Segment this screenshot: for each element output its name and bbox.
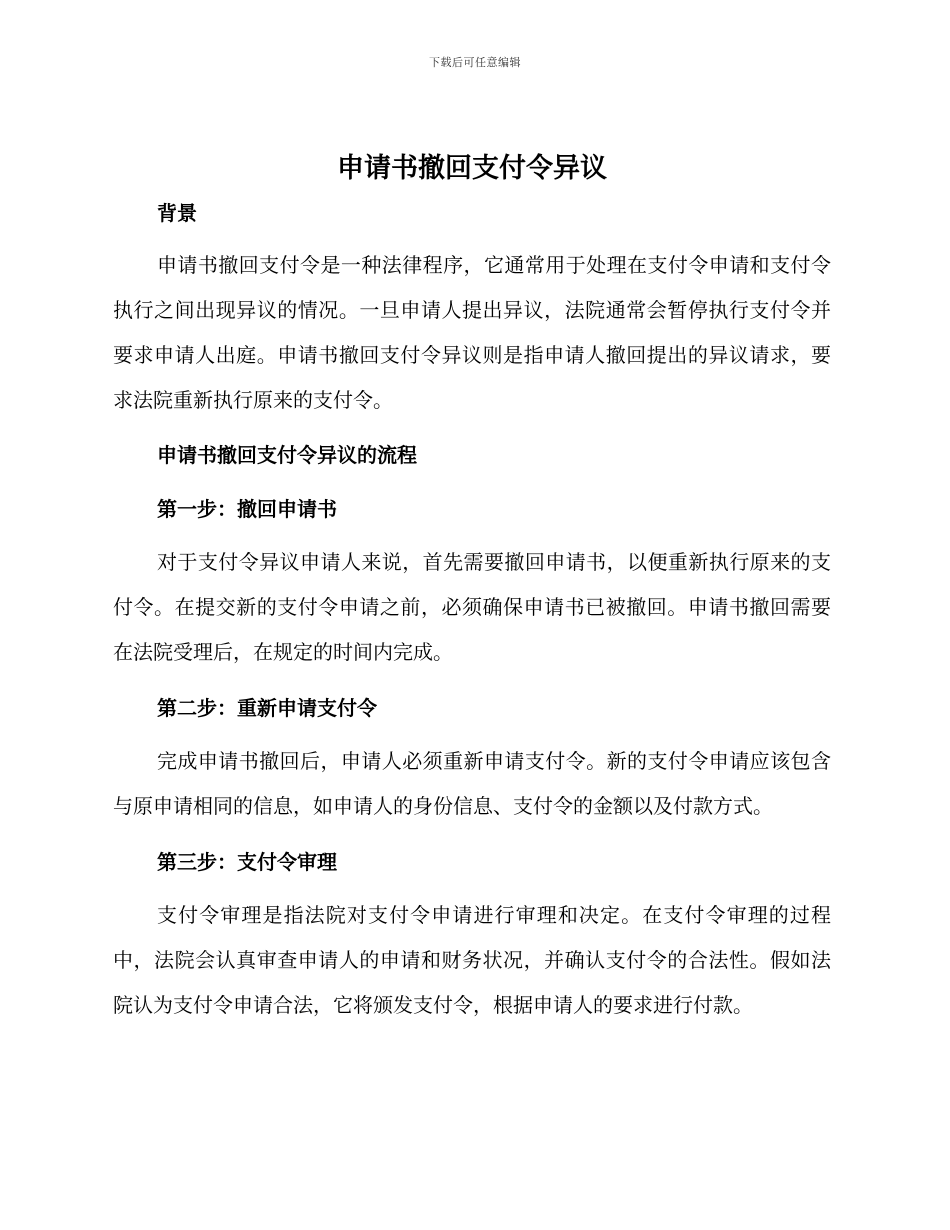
paragraph-step-2: 完成申请书撤回后，申请人必须重新申请支付令。新的支付令申请应该包含与原申请相同的信息，如申请人的身份信息、支付令的金额以及付款方式。 [113, 749, 831, 818]
step-heading-3: 第三步：支付令审理 [157, 850, 337, 874]
document-title: 申请书撤回支付令异议 [337, 153, 607, 184]
header-note: 下载后可任意编辑 [429, 56, 521, 69]
step-heading-1: 第一步：撤回申请书 [157, 497, 337, 521]
document-body [113, 148, 831, 1028]
paragraph-background: 申请书撤回支付令是一种法律程序，它通常用于处理在支付令申请和支付令执行之间出现异议的情况。一旦申请人提出异议，法院通常会暂停执行支付令并要求申请人出庭。申请书撤回支付令异议则是指申请人撤回提出的异议请求，要求法院重新执行原来的支付令。 [113, 253, 831, 412]
section-heading-process: 申请书撤回支付令异议的流程 [157, 443, 417, 467]
section-heading-background: 背景 [157, 201, 197, 225]
step-heading-2: 第二步：重新申请支付令 [157, 696, 377, 720]
paragraph-step-3: 支付令审理是指法院对支付令申请进行审理和决定。在支付令审理的过程中，法院会认真审查申请人的申请和财务状况，并确认支付令的合法性。假如法院认为支付令申请合法，它将颁发支付令，根据申请人的要求进行付款。 [113, 903, 831, 1017]
paragraph-step-1: 对于支付令异议申请人来说，首先需要撤回申请书，以便重新执行原来的支付令。在提交新的支付令申请之前，必须确保申请书已被撤回。申请书撤回需要在法院受理后，在规定的时间内完成。 [113, 550, 831, 664]
